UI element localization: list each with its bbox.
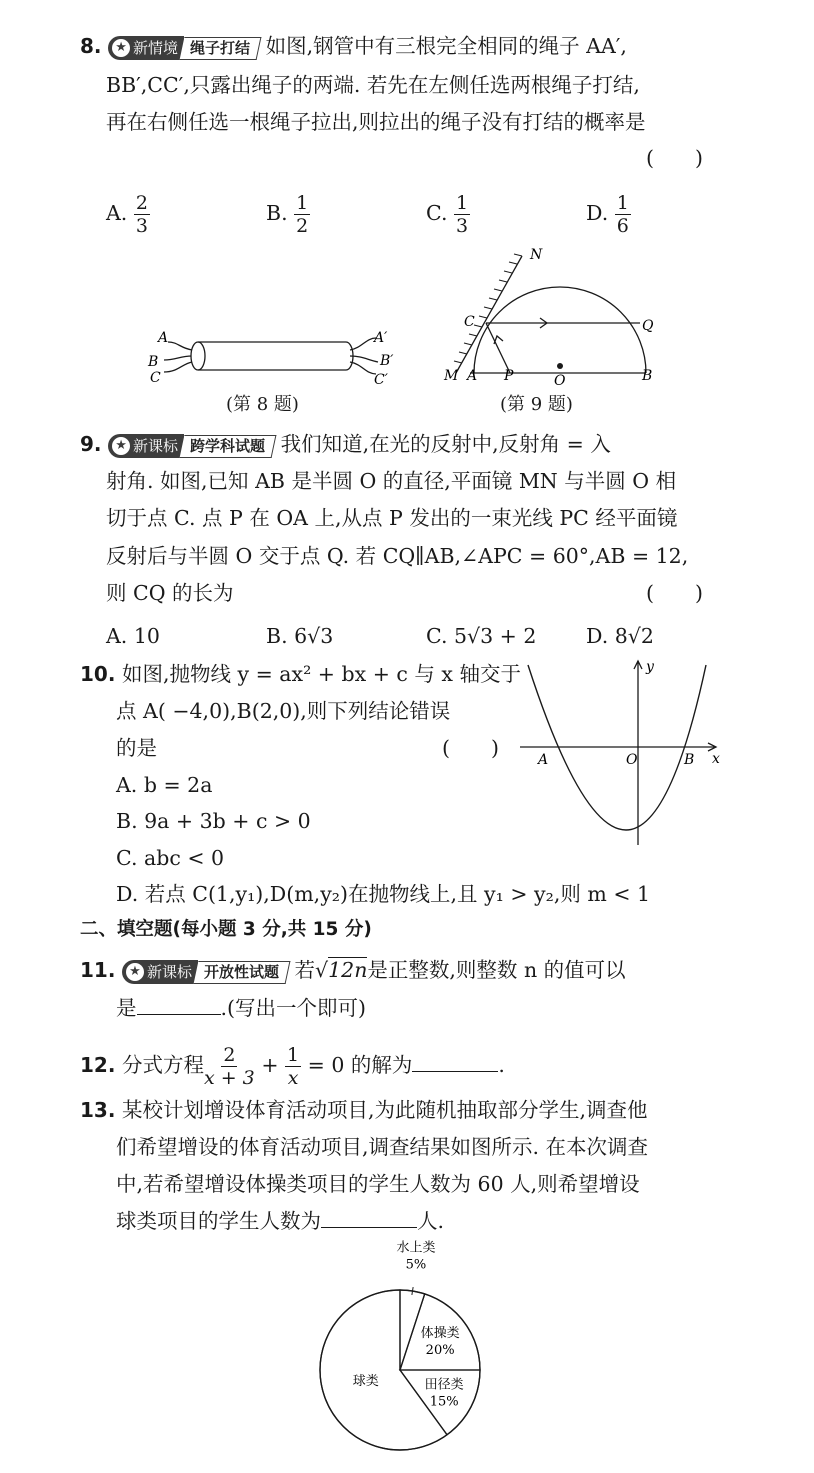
star-icon: ★ xyxy=(112,39,130,57)
q11-text-pre: 若 xyxy=(294,958,316,982)
q8-label-b2: B′ xyxy=(380,353,394,369)
q8-badge xyxy=(108,36,259,60)
q8-badge-light: 绳子打结 xyxy=(190,38,251,57)
q10-parabola-figure xyxy=(520,655,730,855)
q8-text1: 如图,钢管中有三根完全相同的绳子 AA′, xyxy=(265,34,627,58)
q10-text2: 点 A( −4,0),B(2,0),则下列结论错误 xyxy=(116,699,451,723)
q8-answer-paren: ( ) xyxy=(646,146,703,170)
q9-label-n: N xyxy=(530,247,543,263)
q10-label-x: x xyxy=(712,751,720,767)
q9-caption: (第 9 题) xyxy=(500,394,573,415)
q9-text4: 反射后与半圆 O 交于点 Q. 若 CQ∥AB,∠APC = 60°,AB = 12, xyxy=(106,544,689,568)
q9-answer-paren: ( ) xyxy=(646,581,703,605)
q10-label-o: O xyxy=(626,752,638,768)
pie-leader-0 xyxy=(412,1287,413,1295)
q11-badge-light: 开放性试题 xyxy=(203,962,279,981)
q9-option-b: B. 6√3 xyxy=(266,624,334,648)
section-heading: 二、填空题(每小题 3 分,共 15 分) xyxy=(80,919,372,940)
q10-label-a: A xyxy=(538,752,549,768)
star-icon: ★ xyxy=(126,963,144,981)
q8-label-c2: C′ xyxy=(374,372,388,388)
q13-text2: 们希望增设的体育活动项目,调查结果如图所示. 在本次调查 xyxy=(116,1135,649,1159)
q12-answer-blank[interactable] xyxy=(412,1053,498,1072)
q9-semicircle-figure xyxy=(440,240,670,390)
q9-text3: 切于点 C. 点 P 在 OA 上,从点 P 发出的一束光线 PC 经平面镜 xyxy=(106,506,678,530)
pie-label-3: 球类 xyxy=(352,1374,379,1390)
q8-text3: 再在右侧任选一根绳子拉出,则拉出的绳子没有打结的概率是 xyxy=(106,110,646,134)
q9-option-d: D. 8√2 xyxy=(586,624,654,648)
q10-line1 xyxy=(80,660,521,688)
q10-option-b: B. 9a + 3b + c > 0 xyxy=(116,809,311,833)
q9-label-m: M xyxy=(444,368,459,384)
q11-number: 11. xyxy=(80,958,116,982)
pie-label-1: 体操类 xyxy=(420,1325,460,1341)
q13-pie-chart xyxy=(300,1230,520,1470)
q9-badge-light: 跨学科试题 xyxy=(190,436,266,455)
q8-label-a: A xyxy=(158,330,169,346)
q10-number: 10. xyxy=(80,662,116,686)
q9-number: 9. xyxy=(80,432,102,456)
q10-option-d: D. 若点 C(1,y₁),D(m,y₂)在抛物线上,且 y₁ > y₂,则 m < 1 xyxy=(116,882,651,906)
q10-text1: 如图,抛物线 y = ax² + bx + c 与 x 轴交于 xyxy=(121,662,521,686)
pie-value-1: 20% xyxy=(425,1342,455,1358)
q10-answer-paren: ( ) xyxy=(442,736,499,760)
q12-fraction-1: $\frac{2}{x + 3}$ xyxy=(203,1044,255,1089)
q11-badge-dark: 新课标 xyxy=(146,962,192,981)
q10-text3: 的是 xyxy=(116,736,157,760)
q11-line2: 是 .(写出一个即可) xyxy=(116,996,367,1020)
pie-label-2: 田径类 xyxy=(424,1377,464,1393)
q10-label-b: B xyxy=(684,752,695,768)
q12-line: 12. 分式方程 $\frac{2}{x + 3}$ + $\frac{1}{x}$ = 0 的解为 . xyxy=(80,1044,505,1089)
q11-text-post: 是正整数,则整数 n 的值可以 xyxy=(367,958,626,982)
q9-text2: 射角. 如图,已知 AB 是半圆 O 的直径,平面镜 MN 与半圆 O 相 xyxy=(106,469,677,493)
q13-number: 13. xyxy=(80,1098,116,1122)
q8-option-d: D. $\frac{1}{6}$ xyxy=(586,192,629,237)
q9-option-c: C. 5√3 + 2 xyxy=(426,624,537,648)
q9-label-a: A xyxy=(467,368,478,384)
q8-badge-dark: 新情境 xyxy=(133,38,179,57)
q11-line1 xyxy=(80,956,626,984)
q10-label-y: y xyxy=(646,659,654,675)
q12-fraction-2: $\frac{1}{x}$ xyxy=(287,1044,300,1089)
q10-option-c: C. abc < 0 xyxy=(116,846,225,870)
q8-option-b: B. $\frac{1}{2}$ xyxy=(266,192,309,237)
pie-label-0: 水上类 xyxy=(396,1240,436,1256)
q9-option-a: A. 10 xyxy=(106,624,160,648)
q9-label-q: Q xyxy=(642,318,654,334)
q9-label-p: P xyxy=(504,368,514,384)
q8-line1 xyxy=(80,32,627,60)
pie-value-2: 15% xyxy=(429,1394,459,1410)
q9-badge xyxy=(108,434,274,458)
q11-radicand: 12n xyxy=(328,958,368,982)
star-icon: ★ xyxy=(112,437,130,455)
pie-value-0: 5% xyxy=(405,1257,427,1273)
q11-badge xyxy=(122,960,288,984)
q8-pipe-figure xyxy=(140,320,410,390)
q11-answer-blank[interactable] xyxy=(137,996,221,1015)
q9-label-c: C xyxy=(464,314,475,330)
q8-text2: BB′,CC′,只露出绳子的两端. 若先在左侧任选两根绳子打结, xyxy=(106,73,640,97)
q8-label-a2: A′ xyxy=(374,330,388,346)
q8-label-b: B xyxy=(148,354,159,370)
q9-text1: 我们知道,在光的反射中,反射角 = 入 xyxy=(280,432,611,456)
q8-option-a: A. $\frac{2}{3}$ xyxy=(106,192,148,237)
q8-label-c: C xyxy=(150,370,161,386)
q9-badge-dark: 新课标 xyxy=(133,436,179,455)
q8-number: 8. xyxy=(80,34,102,58)
q8-caption: (第 8 题) xyxy=(226,394,299,415)
q9-text5: 则 CQ 的长为 xyxy=(106,581,234,605)
q10-option-a: A. b = 2a xyxy=(116,773,213,797)
q13-line4: 球类项目的学生人数为 人. xyxy=(116,1209,445,1233)
q9-label-b: B xyxy=(642,368,653,384)
q13-text3: 中,若希望增设体操类项目的学生人数为 60 人,则希望增设 xyxy=(116,1172,640,1196)
q8-option-c: C. $\frac{1}{3}$ xyxy=(426,192,469,237)
q12-number: 12. xyxy=(80,1053,116,1077)
q9-label-o: O xyxy=(554,373,566,389)
q13-answer-blank[interactable] xyxy=(321,1209,417,1228)
q13-line1: 13. 某校计划增设体育活动项目,为此随机抽取部分学生,调查他 xyxy=(80,1098,648,1122)
q9-line1 xyxy=(80,430,611,458)
sqrt-icon: √ xyxy=(315,958,329,982)
